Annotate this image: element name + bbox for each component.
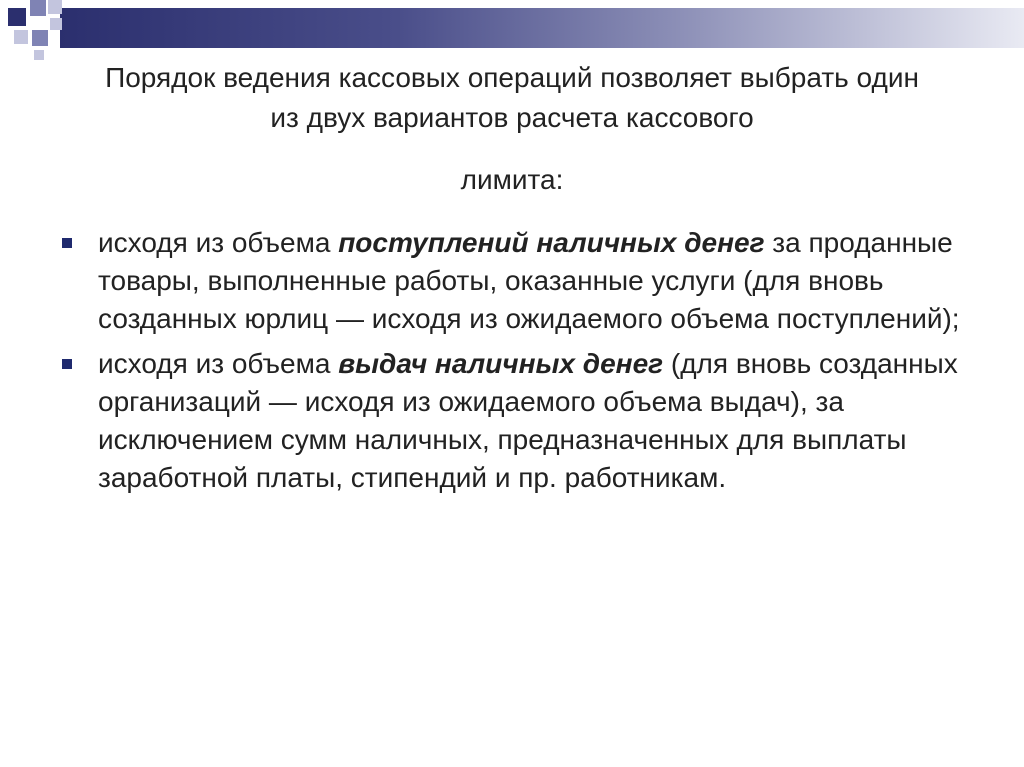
- corner-square-mid: [32, 30, 48, 46]
- corner-square-light: [14, 30, 28, 44]
- bullet-list: [60, 224, 965, 504]
- bullet-text-after: за проданные товары, выполненные работы, оказанные услуги (для вновь созданных юрлиц — исходя из ожидаемого объема поступлений);: [98, 227, 960, 334]
- corner-square-light: [48, 0, 62, 14]
- bullet-text-emphasis: поступлений наличных денег: [338, 227, 765, 258]
- corner-square-light: [34, 50, 44, 60]
- square-bullet-icon: [62, 238, 72, 248]
- bullet-text-emphasis: выдач наличных денег: [338, 348, 664, 379]
- corner-square-mid: [30, 0, 46, 16]
- bullet-text-after: (для вновь созданных организаций — исходя из ожидаемого объема выдач), за исключением сумм наличных, предназначенных для выплаты заработной платы, стипендий и пр. работникам.: [98, 348, 958, 493]
- corner-square-dark: [8, 8, 26, 26]
- corner-square-light: [50, 18, 62, 30]
- header-gradient-bar: [60, 8, 1024, 48]
- bullet-text-before: исходя из объема: [98, 227, 339, 258]
- list-item: [60, 345, 965, 497]
- list-item: [60, 224, 965, 338]
- square-bullet-icon: [62, 359, 72, 369]
- bullet-text-before: исходя из объема: [98, 348, 339, 379]
- slide-title-tail: лимита:: [460, 164, 564, 195]
- slide-title: Порядок ведения кассовых операций позволяет выбрать один из двух вариантов расчета кассового: [105, 62, 919, 133]
